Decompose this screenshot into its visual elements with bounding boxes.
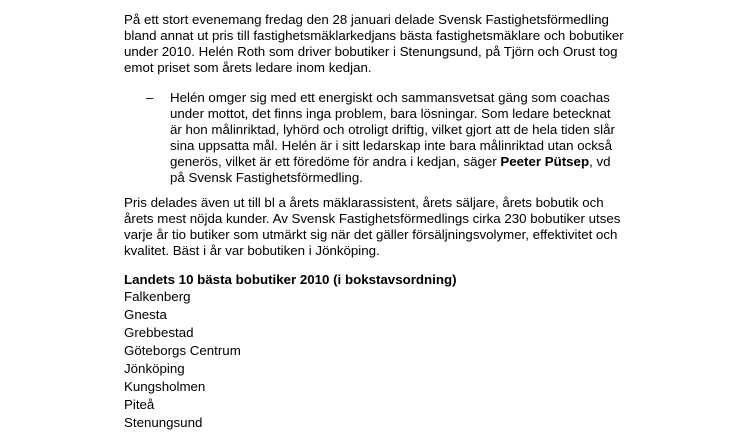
list-item: Kungsholmen [124, 379, 206, 394]
list-item: Göteborgs Centrum [124, 343, 241, 358]
list-item: Piteå [124, 397, 155, 412]
quote-text-before: Helén omger sig med ett energiskt och sammansvetsat gäng som coachas under mottot, det finns inga problem, bara lösningar. Som ledare betecknat är hon målinriktad, lyhörd och otroligt driftig, vilket gjort att de hela tiden slår sina uppsatta mål. Helén är i sitt ledarskap inte bara målinriktad utan också generös, vilket är ett föredöme för andra i kedjan, säger [170, 90, 615, 169]
shop-list [124, 288, 241, 432]
quote-text [170, 90, 626, 186]
quote-speaker-name: Peeter Pütsep [500, 154, 590, 169]
list-item: Stenungsund [124, 415, 203, 430]
quote-bullet: – [146, 90, 154, 105]
list-item: Falkenberg [124, 289, 191, 304]
list-item: Grebbestad [124, 325, 194, 340]
list-item: Gnesta [124, 307, 167, 322]
list-item: Jönköping [124, 361, 185, 376]
shop-list-heading: Landets 10 bästa bobutiker 2010 (i bokstavsordning) [124, 272, 457, 287]
second-paragraph: Pris delades även ut till bl a årets mäklarassistent, årets säljare, årets bobutik och årets mest nöjda kunder. Av Svensk Fastighetsförmedlings cirka 230 bobutiker utses varje år tio butiker som utmärkt sig när det gäller försäljningsvolymer, effektivitet och kvalitet. Bäst i år var bobutiken i Jönköping. [124, 195, 621, 258]
quote-text-after: , vd på Svensk Fastighetsförmedling. [170, 154, 611, 185]
intro-paragraph: På ett stort evenemang fredag den 28 januari delade Svensk Fastighetsförmedling bland annat ut pris till fastighetsmäklarkedjans bästa fastighetsmäklare och bobutiker under 2010. Helén Roth som driver bobutiker i Stenungsund, på Tjörn och Orust tog emot priset som årets ledare inom kedjan. [124, 12, 624, 75]
